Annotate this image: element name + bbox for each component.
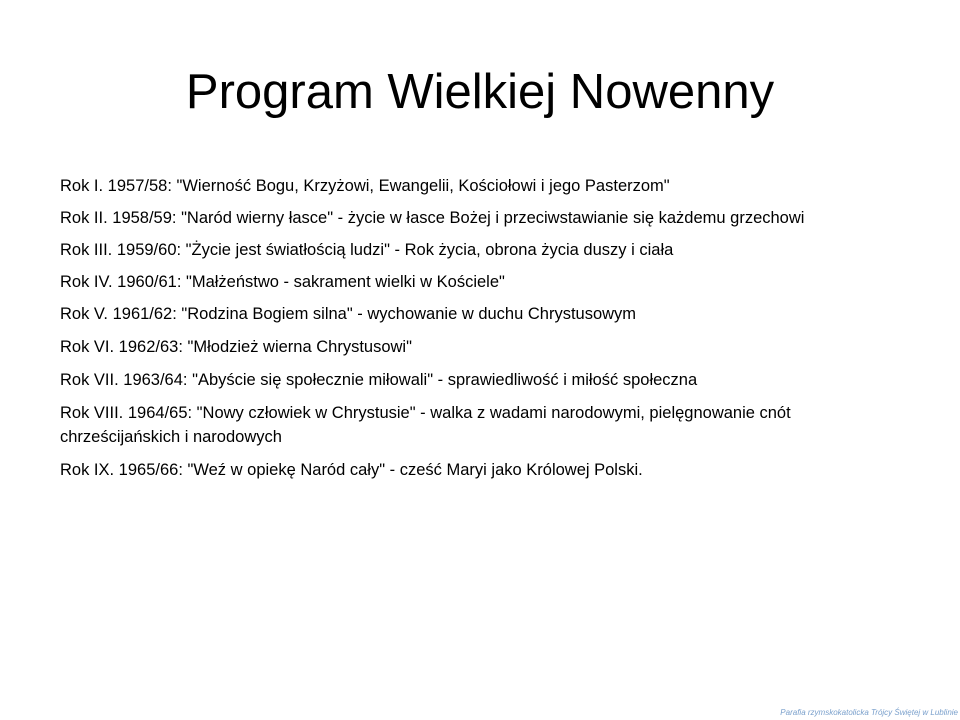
parish-footer: Parafia rzymskokatolicka Trójcy Świętej w Lublinie: [780, 708, 958, 717]
program-item-year-6: Rok VI. 1962/63: "Młodzież wierna Chrystusowi": [60, 338, 412, 356]
program-list: [60, 174, 900, 491]
program-item-year-7: Rok VII. 1963/64: "Abyście się społecznie miłowali" - sprawiedliwość i miłość społeczna: [60, 371, 698, 389]
program-item-year-4: Rok IV. 1960/61: "Małżeństwo - sakrament wielki w Kościele": [60, 273, 505, 291]
program-item-year-9: Rok IX. 1965/66: "Weź w opiekę Naród cały" - cześć Maryi jako Królowej Polski.: [60, 461, 643, 479]
program-item-year-1: Rok I. 1957/58: "Wierność Bogu, Krzyżowi, Ewangelii, Kościołowi i jego Pasterzom": [60, 177, 670, 195]
program-item-year-2: Rok II. 1958/59: "Naród wierny łasce" - życie w łasce Bożej i przeciwstawianie się każdemu grzechowi: [60, 209, 805, 227]
program-item-year-8: Rok VIII. 1964/65: "Nowy człowiek w Chrystusie" - walka z wadami narodowymi, pielęgnowanie cnót chrześcijańskich i narodowych: [60, 404, 791, 446]
program-item-year-5: Rok V. 1961/62: "Rodzina Bogiem silna" - wychowanie w duchu Chrystusowym: [60, 305, 637, 323]
program-item-year-3: Rok III. 1959/60: "Życie jest światłością ludzi" - Rok życia, obrona życia duszy i ciała: [60, 241, 674, 259]
slide-title: Program Wielkiej Nowenny: [185, 65, 775, 119]
